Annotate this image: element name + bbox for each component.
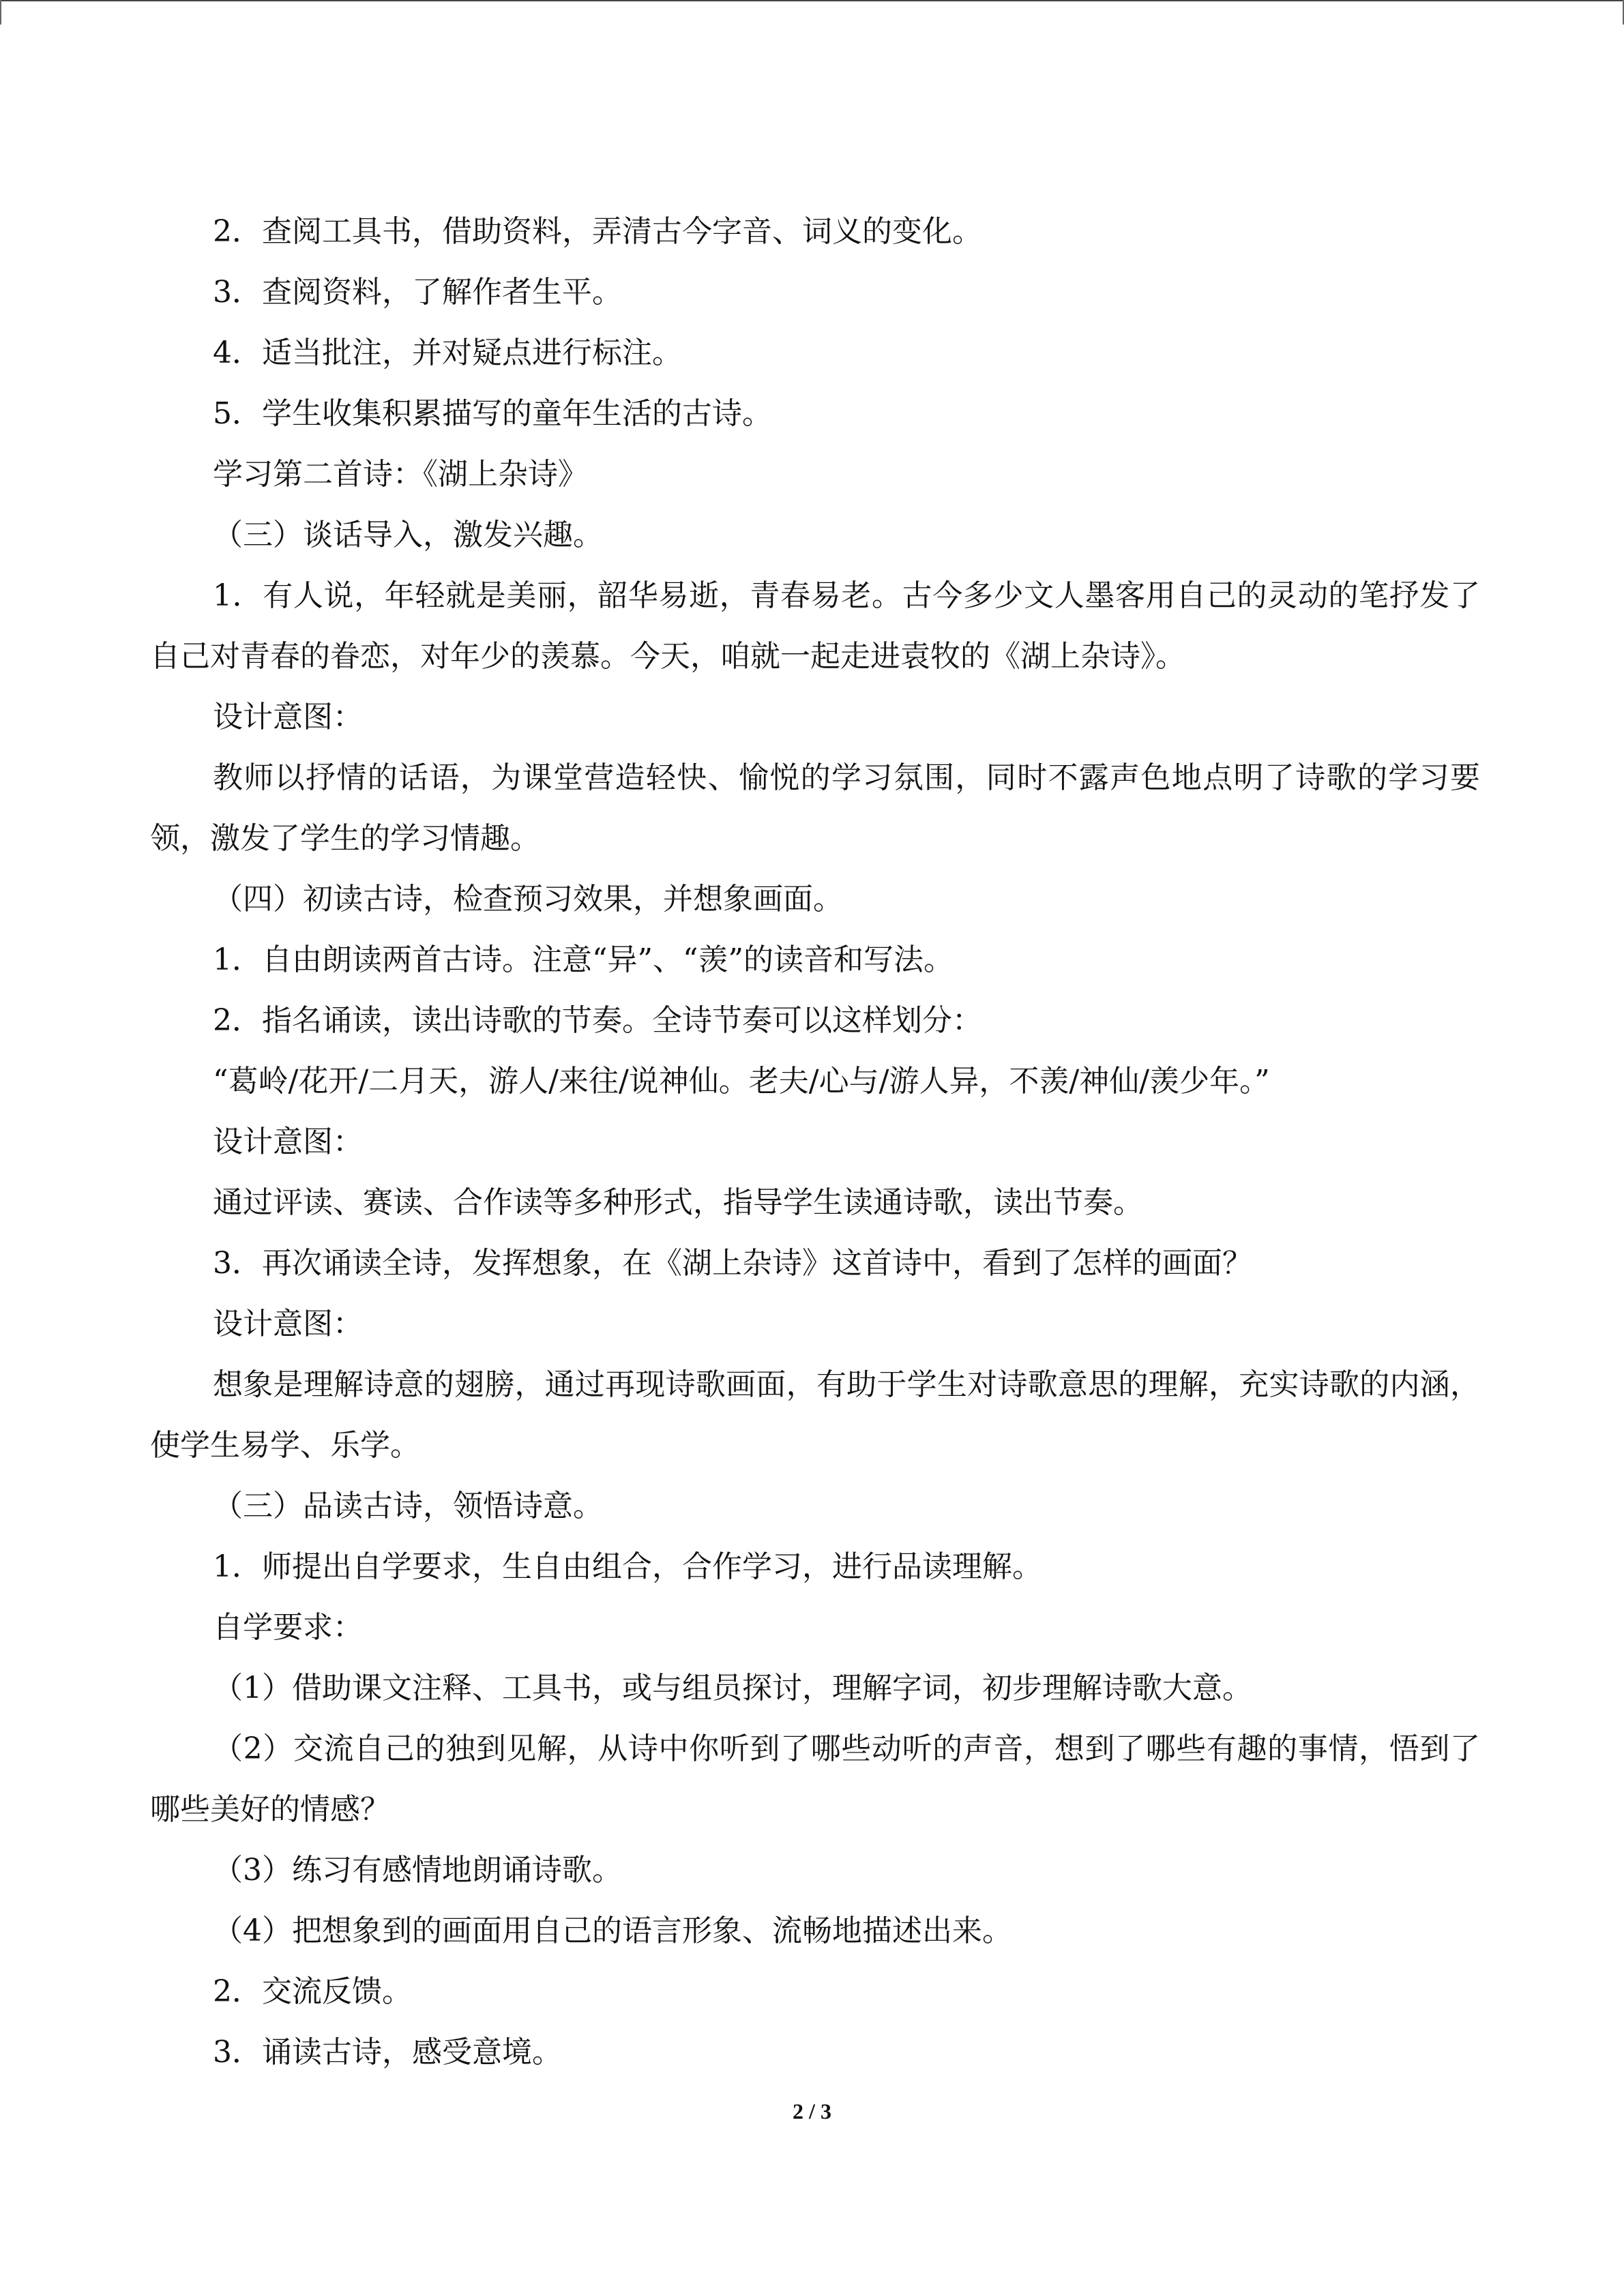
paragraph: 2．查阅工具书，借助资料，弄清古今字音、词义的变化。 (213, 214, 982, 249)
paragraph: （2）交流自己的独到见解，从诗中你听到了哪些动听的声音，想到了哪些有趣的事情，悟到了哪些美好的情感？ (150, 1731, 1480, 1827)
design-intent-label: 设计意图： (213, 1307, 363, 1341)
section-heading: 学习第二首诗：《湖上杂诗》 (213, 457, 588, 492)
self-study-label: 自学要求： (213, 1610, 363, 1645)
paragraph: 通过评读、赛读、合作读等多种形式，指导学生读通诗歌，读出节奏。 (213, 1185, 1143, 1220)
page-number: 2 / 3 (793, 2099, 831, 2123)
paragraph: （1）借助课文注释、工具书，或与组员探讨，理解字词，初步理解诗歌大意。 (213, 1671, 1252, 1705)
section-heading: （三）谈话导入，激发兴趣。 (213, 518, 603, 552)
top-border (0, 0, 1624, 1)
paragraph: 3．查阅资料，了解作者生平。 (213, 275, 622, 310)
paragraph: 3．诵读古诗，感受意境。 (213, 2035, 562, 2070)
section-heading: （四）初读古诗，检查预习效果，并想象画面。 (213, 882, 843, 916)
paragraph: （3）练习有感情地朗诵诗歌。 (213, 1853, 622, 1888)
paragraph: 1．师提出自学要求，生自由组合，合作学习，进行品读理解。 (213, 1549, 1042, 1584)
paragraph: 教师以抒情的话语，为课堂营造轻快、愉悦的学习氛围，同时不露声色地点明了诗歌的学习要领，激发了学生的学习情趣。 (150, 760, 1480, 856)
paragraph: 5．学生收集积累描写的童年生活的古诗。 (213, 396, 772, 431)
paragraph: 3．再次诵读全诗，发挥想象，在《湖上杂诗》这首诗中，看到了怎样的画面？ (213, 1246, 1252, 1281)
paragraph: 1．有人说，年轻就是美丽，韶华易逝，青春易老。古今多少文人墨客用自己的灵动的笔抒发了自己对青春的眷恋，对年少的羡慕。今天，咱就一起走进袁牧的《湖上杂诗》。 (150, 578, 1480, 674)
section-heading: （三）品读古诗，领悟诗意。 (213, 1489, 603, 1523)
paragraph: 2．指名诵读，读出诗歌的节奏。全诗节奏可以这样划分： (213, 1003, 982, 1038)
paragraph: （4）把想象到的画面用自己的语言形象、流畅地描述出来。 (213, 1913, 1012, 1948)
poem-rhythm-line: “葛岭/花开/二月天，游人/来往/说神仙。老夫/心与/游人异，不羡/神仙/羡少年。” (213, 1064, 1270, 1099)
left-corner-mark (0, 0, 1, 25)
paragraph: 4．适当批注，并对疑点进行标注。 (213, 336, 682, 370)
paragraph: 想象是理解诗意的翅膀，通过再现诗歌画面，有助于学生对诗歌意思的理解，充实诗歌的内涵，使学生易学、乐学。 (150, 1367, 1480, 1463)
body-text (150, 201, 1480, 2083)
design-intent-label: 设计意图： (213, 1124, 363, 1159)
design-intent-label: 设计意图： (213, 700, 363, 734)
paragraph: 1．自由朗读两首古诗。注意“异”、“羡”的读音和写法。 (213, 942, 954, 977)
paragraph: 2．交流反馈。 (213, 1974, 412, 2009)
